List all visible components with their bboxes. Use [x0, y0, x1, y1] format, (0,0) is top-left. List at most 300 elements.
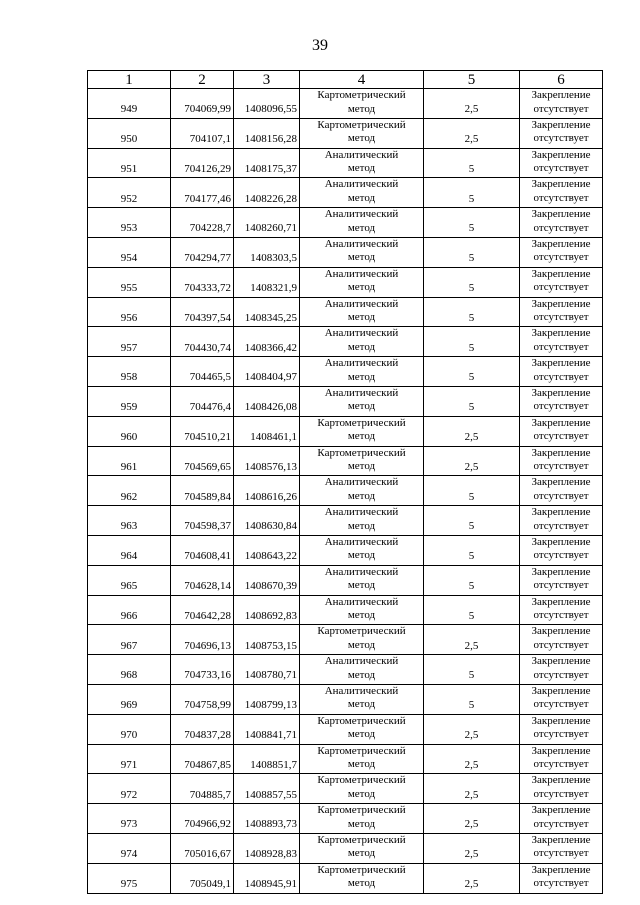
method-line-2: метод: [347, 698, 376, 711]
fixing-cell: [520, 386, 603, 416]
point-number: 958: [88, 357, 171, 387]
accuracy-value: 5: [424, 655, 520, 685]
method-line-1: Аналитический: [324, 237, 399, 250]
method-line-1: Картометрический: [317, 446, 406, 459]
table-row: [88, 237, 603, 267]
fixing-line-1: Закрепление: [531, 774, 591, 787]
fixing-line-2: отсутствует: [533, 400, 589, 413]
method-cell: [300, 744, 424, 774]
fixing-line-1: Закрепление: [531, 178, 591, 191]
coordinate-y: 1408670,39: [234, 565, 300, 595]
method-line-1: Картометрический: [317, 744, 406, 757]
method-cell: [300, 327, 424, 357]
method-line-1: Картометрический: [317, 625, 406, 638]
accuracy-value: 2,5: [424, 774, 520, 804]
accuracy-value: 2,5: [424, 416, 520, 446]
fixing-line-1: Закрепление: [531, 595, 591, 608]
point-number: 960: [88, 416, 171, 446]
coordinate-y: 1408404,97: [234, 357, 300, 387]
accuracy-value: 2,5: [424, 89, 520, 119]
point-number: 964: [88, 535, 171, 565]
table-row: [88, 535, 603, 565]
fixing-cell: [520, 506, 603, 536]
coordinate-x: 704837,28: [171, 714, 234, 744]
point-number: 963: [88, 506, 171, 536]
accuracy-value: 2,5: [424, 863, 520, 893]
coordinate-y: 1408226,28: [234, 178, 300, 208]
table-row: [88, 684, 603, 714]
fixing-cell: [520, 565, 603, 595]
method-line-2: метод: [347, 638, 376, 651]
point-number: 951: [88, 148, 171, 178]
fixing-line-2: отсутствует: [533, 817, 589, 830]
fixing-cell: [520, 714, 603, 744]
method-line-1: Аналитический: [324, 386, 399, 399]
fixing-cell: [520, 804, 603, 834]
fixing-line-2: отсутствует: [533, 609, 589, 622]
coordinate-x: 705016,67: [171, 833, 234, 863]
accuracy-value: 5: [424, 237, 520, 267]
method-line-1: Аналитический: [324, 357, 399, 370]
fixing-line-2: отсутствует: [533, 489, 589, 502]
coordinate-y: 1408303,5: [234, 237, 300, 267]
method-line-1: Аналитический: [324, 565, 399, 578]
coordinate-x: 704608,41: [171, 535, 234, 565]
point-number: 970: [88, 714, 171, 744]
point-number: 955: [88, 267, 171, 297]
coordinate-y: 1408753,15: [234, 625, 300, 655]
method-line-2: метод: [347, 847, 376, 860]
method-line-2: метод: [347, 251, 376, 264]
accuracy-value: 5: [424, 357, 520, 387]
table-row: [88, 327, 603, 357]
fixing-cell: [520, 178, 603, 208]
fixing-cell: [520, 267, 603, 297]
fixing-line-1: Закрепление: [531, 714, 591, 727]
coordinate-y: 1408857,55: [234, 774, 300, 804]
point-number: 949: [88, 89, 171, 119]
method-cell: [300, 863, 424, 893]
fixing-line-1: Закрепление: [531, 655, 591, 668]
table-row: [88, 357, 603, 387]
method-line-1: Картометрический: [317, 714, 406, 727]
table-header: [88, 71, 603, 89]
fixing-line-2: отсутствует: [533, 251, 589, 264]
method-line-2: метод: [347, 370, 376, 383]
point-number: 967: [88, 625, 171, 655]
fixing-line-2: отсутствует: [533, 102, 589, 115]
fixing-cell: [520, 208, 603, 238]
method-line-2: метод: [347, 191, 376, 204]
coordinate-y: 1408799,13: [234, 684, 300, 714]
fixing-line-1: Закрепление: [531, 446, 591, 459]
method-line-1: Аналитический: [324, 684, 399, 697]
fixing-line-2: отсутствует: [533, 460, 589, 473]
method-line-2: метод: [347, 460, 376, 473]
page-number: 39: [312, 37, 328, 54]
method-cell: [300, 565, 424, 595]
point-number: 975: [88, 863, 171, 893]
coordinate-x: 704465,5: [171, 357, 234, 387]
table-row: [88, 118, 603, 148]
coordinate-x: 704628,14: [171, 565, 234, 595]
fixing-line-1: Закрепление: [531, 237, 591, 250]
point-number: 956: [88, 297, 171, 327]
coordinate-x: 704069,99: [171, 89, 234, 119]
fixing-line-2: отсутствует: [533, 281, 589, 294]
method-line-1: Аналитический: [324, 208, 399, 221]
coordinate-y: 1408366,42: [234, 327, 300, 357]
coordinate-y: 1408692,83: [234, 595, 300, 625]
fixing-line-1: Закрепление: [531, 565, 591, 578]
fixing-line-2: отсутствует: [533, 340, 589, 353]
accuracy-value: 5: [424, 327, 520, 357]
point-number: 952: [88, 178, 171, 208]
method-line-2: метод: [347, 340, 376, 353]
table-row: [88, 297, 603, 327]
header-cell-col5: 5: [424, 71, 520, 89]
fixing-line-1: Закрепление: [531, 386, 591, 399]
method-line-1: Аналитический: [324, 655, 399, 668]
accuracy-value: 5: [424, 178, 520, 208]
coordinate-x: 704126,29: [171, 148, 234, 178]
fixing-cell: [520, 625, 603, 655]
method-cell: [300, 714, 424, 744]
method-line-1: Картометрический: [317, 863, 406, 876]
coordinate-y: 1408321,9: [234, 267, 300, 297]
fixing-cell: [520, 863, 603, 893]
coordinate-x: 704294,77: [171, 237, 234, 267]
method-line-1: Аналитический: [324, 148, 399, 161]
method-line-2: метод: [347, 311, 376, 324]
method-line-2: метод: [347, 132, 376, 145]
fixing-cell: [520, 357, 603, 387]
accuracy-value: 5: [424, 476, 520, 506]
accuracy-value: 2,5: [424, 833, 520, 863]
point-number: 968: [88, 655, 171, 685]
coordinate-x: 704589,84: [171, 476, 234, 506]
header-row: [88, 71, 603, 89]
table-row: [88, 178, 603, 208]
point-number: 957: [88, 327, 171, 357]
method-cell: [300, 386, 424, 416]
fixing-cell: [520, 297, 603, 327]
table-row: [88, 89, 603, 119]
fixing-cell: [520, 833, 603, 863]
fixing-line-1: Закрепление: [531, 297, 591, 310]
fixing-line-2: отсутствует: [533, 311, 589, 324]
fixing-line-1: Закрепление: [531, 89, 591, 101]
coordinate-x: 704510,21: [171, 416, 234, 446]
fixing-line-2: отсутствует: [533, 549, 589, 562]
coordinate-y: 1408851,7: [234, 744, 300, 774]
method-cell: [300, 297, 424, 327]
method-cell: [300, 595, 424, 625]
fixing-cell: [520, 416, 603, 446]
fixing-line-2: отсутствует: [533, 430, 589, 443]
fixing-cell: [520, 655, 603, 685]
method-line-2: метод: [347, 728, 376, 741]
point-number: 962: [88, 476, 171, 506]
table-row: [88, 446, 603, 476]
coordinate-y: 1408345,25: [234, 297, 300, 327]
fixing-cell: [520, 148, 603, 178]
method-cell: [300, 178, 424, 208]
fixing-cell: [520, 744, 603, 774]
accuracy-value: 2,5: [424, 118, 520, 148]
method-cell: [300, 804, 424, 834]
coordinate-y: 1408175,37: [234, 148, 300, 178]
method-line-2: метод: [347, 489, 376, 502]
method-line-1: Картометрический: [317, 804, 406, 817]
table-row: [88, 506, 603, 536]
coordinate-y: 1408643,22: [234, 535, 300, 565]
table-row: [88, 416, 603, 446]
accuracy-value: 5: [424, 535, 520, 565]
point-number: 971: [88, 744, 171, 774]
coordinate-y: 1408156,28: [234, 118, 300, 148]
method-line-1: Аналитический: [324, 297, 399, 310]
point-number: 961: [88, 446, 171, 476]
point-number: 972: [88, 774, 171, 804]
method-cell: [300, 506, 424, 536]
method-cell: [300, 208, 424, 238]
header-cell-col1: 1: [88, 71, 171, 89]
table-row: [88, 863, 603, 893]
coordinate-y: 1408893,73: [234, 804, 300, 834]
method-line-2: метод: [347, 668, 376, 681]
accuracy-value: 2,5: [424, 446, 520, 476]
fixing-line-1: Закрепление: [531, 625, 591, 638]
table-row: [88, 148, 603, 178]
method-line-1: Аналитический: [324, 535, 399, 548]
fixing-line-1: Закрепление: [531, 416, 591, 429]
coordinate-x: 704885,7: [171, 774, 234, 804]
fixing-cell: [520, 446, 603, 476]
table-row: [88, 744, 603, 774]
accuracy-value: 5: [424, 595, 520, 625]
fixing-line-2: отсутствует: [533, 579, 589, 592]
accuracy-value: 2,5: [424, 714, 520, 744]
coordinate-x: 704598,37: [171, 506, 234, 536]
table-body: [88, 89, 603, 894]
point-number: 950: [88, 118, 171, 148]
accuracy-value: 5: [424, 267, 520, 297]
method-cell: [300, 357, 424, 387]
method-cell: [300, 833, 424, 863]
method-line-2: метод: [347, 281, 376, 294]
fixing-cell: [520, 89, 603, 119]
coordinate-x: 704430,74: [171, 327, 234, 357]
point-number: 974: [88, 833, 171, 863]
method-cell: [300, 446, 424, 476]
point-number: 954: [88, 237, 171, 267]
fixing-line-2: отсутствует: [533, 787, 589, 800]
fixing-cell: [520, 476, 603, 506]
fixing-line-1: Закрепление: [531, 535, 591, 548]
table-row: [88, 267, 603, 297]
method-line-1: Аналитический: [324, 267, 399, 280]
coordinate-y: 1408841,71: [234, 714, 300, 744]
fixing-cell: [520, 535, 603, 565]
coordinate-x: 704177,46: [171, 178, 234, 208]
method-line-1: Картометрический: [317, 416, 406, 429]
table-row: [88, 804, 603, 834]
fixing-line-1: Закрепление: [531, 804, 591, 817]
accuracy-value: 5: [424, 684, 520, 714]
fixing-line-2: отсутствует: [533, 519, 589, 532]
fixing-line-2: отсутствует: [533, 877, 589, 890]
point-number: 953: [88, 208, 171, 238]
method-cell: [300, 684, 424, 714]
accuracy-value: 5: [424, 148, 520, 178]
fixing-line-2: отсутствует: [533, 638, 589, 651]
method-line-1: Картометрический: [317, 118, 406, 131]
fixing-cell: [520, 684, 603, 714]
fixing-line-1: Закрепление: [531, 476, 591, 489]
coordinate-y: 1408616,26: [234, 476, 300, 506]
method-line-2: метод: [347, 549, 376, 562]
accuracy-value: 5: [424, 565, 520, 595]
fixing-line-2: отсутствует: [533, 728, 589, 741]
table-row: [88, 774, 603, 804]
fixing-line-2: отсутствует: [533, 221, 589, 234]
method-cell: [300, 237, 424, 267]
point-number: 965: [88, 565, 171, 595]
fixing-line-2: отсутствует: [533, 758, 589, 771]
coordinate-y: 1408576,13: [234, 446, 300, 476]
coordinate-x: 704107,1: [171, 118, 234, 148]
accuracy-value: 5: [424, 506, 520, 536]
method-line-2: метод: [347, 221, 376, 234]
fixing-cell: [520, 237, 603, 267]
fixing-line-1: Закрепление: [531, 684, 591, 697]
fixing-line-1: Закрепление: [531, 208, 591, 221]
coordinate-x: 704476,4: [171, 386, 234, 416]
coordinate-y: 1408426,08: [234, 386, 300, 416]
accuracy-value: 5: [424, 386, 520, 416]
table-row: [88, 386, 603, 416]
method-line-1: Картометрический: [317, 774, 406, 787]
fixing-line-1: Закрепление: [531, 357, 591, 370]
method-cell: [300, 267, 424, 297]
method-line-2: метод: [347, 400, 376, 413]
fixing-line-2: отсутствует: [533, 132, 589, 145]
table-row: [88, 476, 603, 506]
method-line-2: метод: [347, 817, 376, 830]
table-row: [88, 714, 603, 744]
point-number: 966: [88, 595, 171, 625]
table-row: [88, 565, 603, 595]
fixing-line-2: отсутствует: [533, 847, 589, 860]
method-line-2: метод: [347, 758, 376, 771]
method-line-2: метод: [347, 102, 376, 115]
coordinate-x: 704867,85: [171, 744, 234, 774]
method-cell: [300, 535, 424, 565]
fixing-line-1: Закрепление: [531, 118, 591, 131]
method-line-1: Аналитический: [324, 327, 399, 340]
table-row: [88, 655, 603, 685]
coordinate-x: 704733,16: [171, 655, 234, 685]
coordinate-x: 704642,28: [171, 595, 234, 625]
fixing-cell: [520, 327, 603, 357]
method-cell: [300, 416, 424, 446]
fixing-line-2: отсутствует: [533, 191, 589, 204]
fixing-line-1: Закрепление: [531, 148, 591, 161]
method-line-1: Аналитический: [324, 595, 399, 608]
point-number: 959: [88, 386, 171, 416]
fixing-cell: [520, 118, 603, 148]
fixing-line-1: Закрепление: [531, 833, 591, 846]
method-cell: [300, 89, 424, 119]
method-cell: [300, 774, 424, 804]
method-line-1: Аналитический: [324, 506, 399, 519]
method-line-2: метод: [347, 877, 376, 890]
header-cell-col3: 3: [234, 71, 300, 89]
coordinate-x: 704333,72: [171, 267, 234, 297]
method-line-2: метод: [347, 579, 376, 592]
point-number: 973: [88, 804, 171, 834]
fixing-line-1: Закрепление: [531, 327, 591, 340]
method-cell: [300, 118, 424, 148]
method-line-2: метод: [347, 519, 376, 532]
method-line-2: метод: [347, 430, 376, 443]
fixing-line-1: Закрепление: [531, 267, 591, 280]
fixing-line-2: отсутствует: [533, 698, 589, 711]
fixing-line-1: Закрепление: [531, 863, 591, 876]
coordinate-y: 1408945,91: [234, 863, 300, 893]
fixing-line-2: отсутствует: [533, 668, 589, 681]
coordinate-x: 704696,13: [171, 625, 234, 655]
fixing-line-1: Закрепление: [531, 744, 591, 757]
accuracy-value: 2,5: [424, 625, 520, 655]
table-row: [88, 595, 603, 625]
method-line-1: Картометрический: [317, 833, 406, 846]
header-cell-col4: 4: [300, 71, 424, 89]
accuracy-value: 5: [424, 297, 520, 327]
coordinate-y: 1408780,71: [234, 655, 300, 685]
method-line-2: метод: [347, 787, 376, 800]
table-row: [88, 208, 603, 238]
coordinate-y: 1408461,1: [234, 416, 300, 446]
coordinate-x: 704758,99: [171, 684, 234, 714]
method-line-1: Картометрический: [317, 89, 406, 101]
accuracy-value: 2,5: [424, 744, 520, 774]
point-number: 969: [88, 684, 171, 714]
method-line-2: метод: [347, 162, 376, 175]
method-line-2: метод: [347, 609, 376, 622]
fixing-line-2: отсутствует: [533, 370, 589, 383]
method-cell: [300, 148, 424, 178]
coordinate-y: 1408928,83: [234, 833, 300, 863]
table-row: [88, 833, 603, 863]
coordinate-x: 704569,65: [171, 446, 234, 476]
accuracy-value: 2,5: [424, 804, 520, 834]
fixing-line-2: отсутствует: [533, 162, 589, 175]
fixing-line-1: Закрепление: [531, 506, 591, 519]
coordinate-x: 704397,54: [171, 297, 234, 327]
coordinate-x: 704228,7: [171, 208, 234, 238]
header-cell-col2: 2: [171, 71, 234, 89]
coordinate-y: 1408096,55: [234, 89, 300, 119]
method-cell: [300, 476, 424, 506]
fixing-cell: [520, 595, 603, 625]
coordinate-y: 1408260,71: [234, 208, 300, 238]
method-cell: [300, 655, 424, 685]
coordinate-x: 705049,1: [171, 863, 234, 893]
coordinates-table: [87, 70, 603, 894]
table-row: [88, 625, 603, 655]
